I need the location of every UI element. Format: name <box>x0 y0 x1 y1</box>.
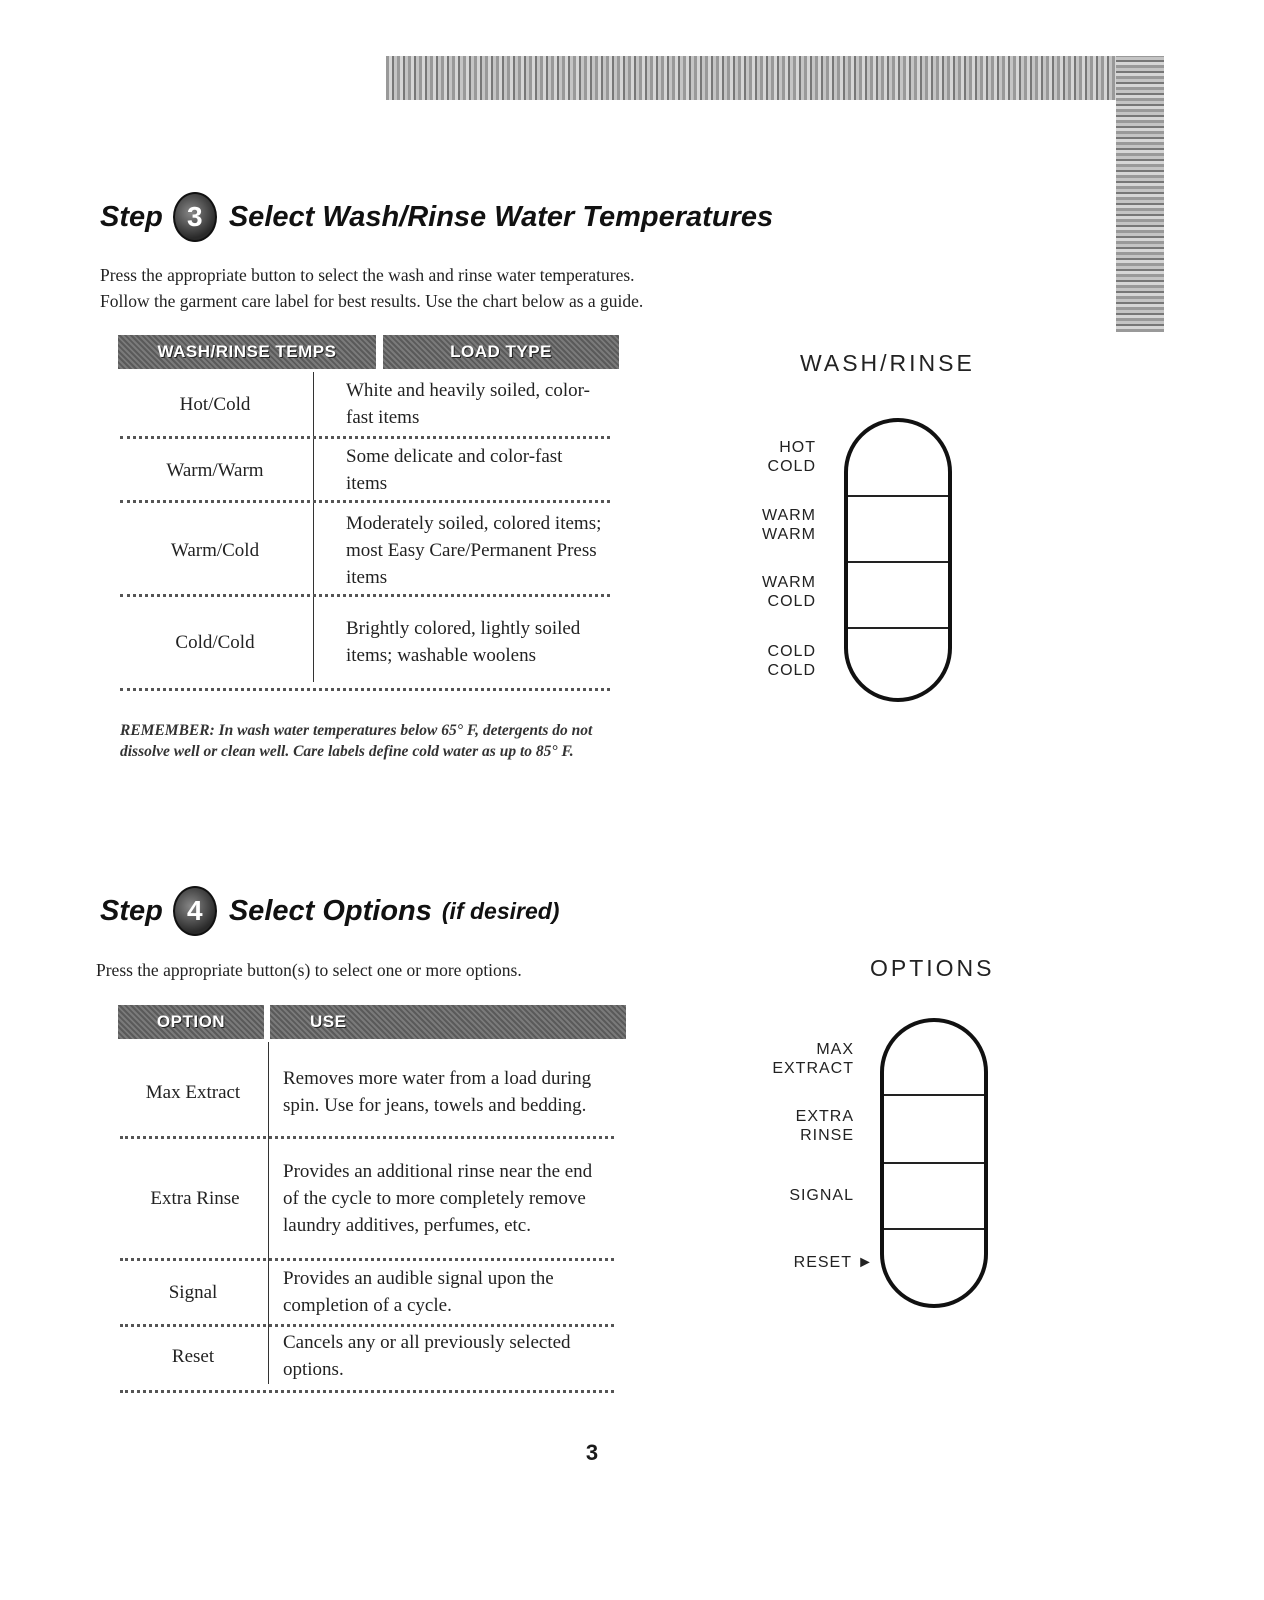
warm-cold-label: WARM COLD <box>761 574 816 610</box>
row-divider <box>120 1136 614 1139</box>
hot-cold-button[interactable] <box>848 422 948 495</box>
step3-word: Step <box>100 200 163 233</box>
reset-label: RESET ► <box>793 1254 874 1271</box>
temps-header-load: LOAD TYPE <box>383 335 619 369</box>
table-row: Cancels any or all previously selected options. <box>283 1332 571 1380</box>
cold-cold-label: COLD COLD <box>767 643 816 679</box>
step4-number-badge: 4 <box>173 886 217 936</box>
decorative-top-bar <box>386 56 1164 100</box>
wash-rinse-panel-title: WASH/RINSE <box>800 350 975 376</box>
reset-button[interactable] <box>884 1230 984 1296</box>
row-divider <box>120 500 610 503</box>
step4-intro: Press the appropriate button(s) to select one or more options. <box>96 960 522 980</box>
cold-cold-button[interactable] <box>848 629 948 694</box>
row-divider <box>120 594 610 597</box>
signal-label: SIGNAL <box>789 1187 854 1204</box>
table-row: Provides an additional rinse near the end of the cycle to more completely remove laundry additives, perfumes, etc. <box>283 1160 593 1236</box>
temps-column-divider <box>313 372 314 682</box>
table-row: Some delicate and color-fast items <box>346 446 563 494</box>
step3-intro-line1: Press the appropriate button to select the wash and rinse water temperatures. <box>100 265 635 285</box>
max-extract-button[interactable] <box>884 1022 984 1094</box>
options-column-divider <box>268 1042 269 1384</box>
step4-heading <box>100 886 559 936</box>
max-extract-label: MAX EXTRACT <box>772 1041 854 1077</box>
wash-rinse-button-panel <box>844 418 952 702</box>
warm-cold-button[interactable] <box>848 563 948 627</box>
table-row: Signal <box>168 1281 218 1303</box>
remember-note: REMEMBER: In wash water temperatures below 65° F, detergents do not dissolve well or clean well. Care labels define cold water as up to 85° F. <box>120 722 593 760</box>
options-header-use: USE <box>270 1005 626 1039</box>
row-divider <box>120 1324 614 1327</box>
step3-intro <box>100 262 643 314</box>
table-row: Provides an audible signal upon the completion of a cycle. <box>283 1268 554 1316</box>
extra-rinse-label: EXTRA RINSE <box>795 1108 854 1144</box>
options-button-panel <box>880 1018 988 1308</box>
hot-cold-label: HOT COLD <box>767 439 816 475</box>
temps-header-temps: WASH/RINSE TEMPS <box>118 335 376 369</box>
table-row: Removes more water from a load during spin. Use for jeans, towels and bedding. <box>283 1068 592 1116</box>
table-row: Reset <box>171 1345 215 1367</box>
options-panel-title: OPTIONS <box>870 955 995 981</box>
table-row: Cold/Cold <box>175 631 255 653</box>
row-divider <box>120 1390 614 1393</box>
warm-warm-label: WARM WARM <box>761 507 816 543</box>
page-number: 3 <box>585 1440 599 1465</box>
table-row: Warm/Cold <box>170 539 260 561</box>
table-row: Brightly colored, lightly soiled items; washable woolens <box>346 618 581 666</box>
step4-subtitle: (if desired) <box>441 897 560 924</box>
step3-title: Select Wash/Rinse Water Temperatures <box>228 200 774 233</box>
step3-number-badge: 3 <box>173 192 217 242</box>
table-row: Moderately soiled, colored items; most Easy Care/Permanent Press items <box>346 512 602 588</box>
signal-button[interactable] <box>884 1164 984 1228</box>
table-row: Max Extract <box>145 1081 241 1103</box>
row-divider <box>120 436 610 439</box>
options-header-option: OPTION <box>118 1005 264 1039</box>
decorative-side-bar <box>1116 56 1164 332</box>
warm-warm-button[interactable] <box>848 497 948 561</box>
extra-rinse-button[interactable] <box>884 1096 984 1162</box>
step3-intro-line2: Follow the garment care label for best results. Use the chart below as a guide. <box>100 291 644 311</box>
table-row: Hot/Cold <box>179 393 251 415</box>
table-row: Warm/Warm <box>166 459 264 481</box>
step4-word: Step <box>100 894 163 927</box>
step3-heading <box>100 192 773 242</box>
table-row: White and heavily soiled, color-fast items <box>346 380 590 428</box>
step4-title: Select Options <box>228 894 432 927</box>
table-row: Extra Rinse <box>150 1187 240 1209</box>
row-divider <box>120 1258 614 1261</box>
row-divider <box>120 688 610 691</box>
